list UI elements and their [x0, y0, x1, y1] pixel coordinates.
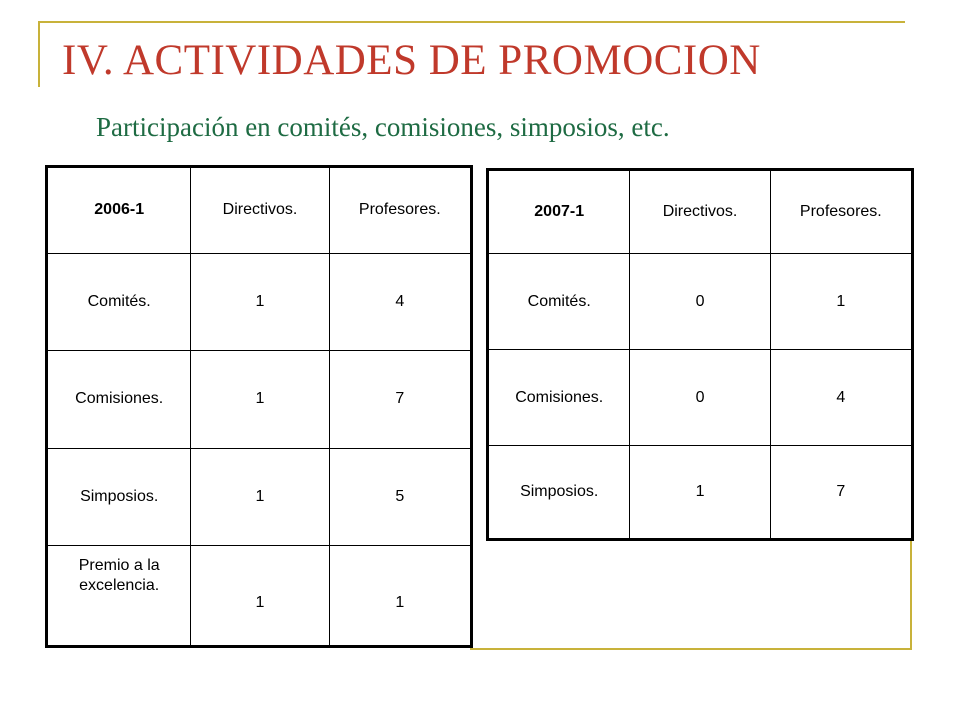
table-header-cell: 2006-1	[47, 167, 191, 254]
table-cell-value: 7	[770, 446, 912, 540]
table-cell-label: Simposios.	[47, 448, 191, 546]
table-header-cell: Profesores.	[329, 167, 471, 254]
table-cell-value: 1	[191, 546, 329, 647]
table-cell-value: 0	[630, 254, 770, 350]
table-cell-value: 4	[770, 350, 912, 446]
table-header-row	[47, 167, 472, 254]
frame-line-bottom	[470, 648, 912, 650]
table-header-cell: Profesores.	[770, 170, 912, 254]
table-cell-label: Simposios.	[488, 446, 630, 540]
table-row	[488, 446, 913, 540]
table-cell-value: 0	[630, 350, 770, 446]
table-2007-1	[486, 168, 914, 541]
table-row	[47, 448, 472, 546]
table-header-cell: Directivos.	[191, 167, 329, 254]
table-cell-value: 1	[191, 448, 329, 546]
table-cell-label: Premio a la excelencia.	[47, 546, 191, 647]
table-row	[488, 350, 913, 446]
table-cell-value: 1	[770, 254, 912, 350]
slide-title: IV. ACTIVIDADES DE PROMOCION	[62, 37, 761, 84]
table-cell-value: 1	[630, 446, 770, 540]
table-cell-label: Comisiones.	[488, 350, 630, 446]
table-header-cell: Directivos.	[630, 170, 770, 254]
slide-subtitle: Participación en comités, comisiones, simposios, etc.	[96, 112, 670, 142]
frame-line-left	[38, 21, 40, 87]
table-cell-value: 1	[191, 351, 329, 449]
table-row	[47, 253, 472, 351]
table-cell-value: 7	[329, 351, 471, 449]
table-cell-value: 5	[329, 448, 471, 546]
table-header-row	[488, 170, 913, 254]
table-cell-value: 1	[191, 253, 329, 351]
table-cell-value: 4	[329, 253, 471, 351]
table-row	[47, 546, 472, 647]
table-cell-value: 1	[329, 546, 471, 647]
frame-line-top	[38, 21, 905, 23]
table-row	[488, 254, 913, 350]
table-header-cell: 2007-1	[488, 170, 630, 254]
table-row	[47, 351, 472, 449]
table-cell-label: Comités.	[488, 254, 630, 350]
table-cell-label: Comités.	[47, 253, 191, 351]
table-cell-label: Comisiones.	[47, 351, 191, 449]
table-2006-1	[45, 165, 473, 648]
